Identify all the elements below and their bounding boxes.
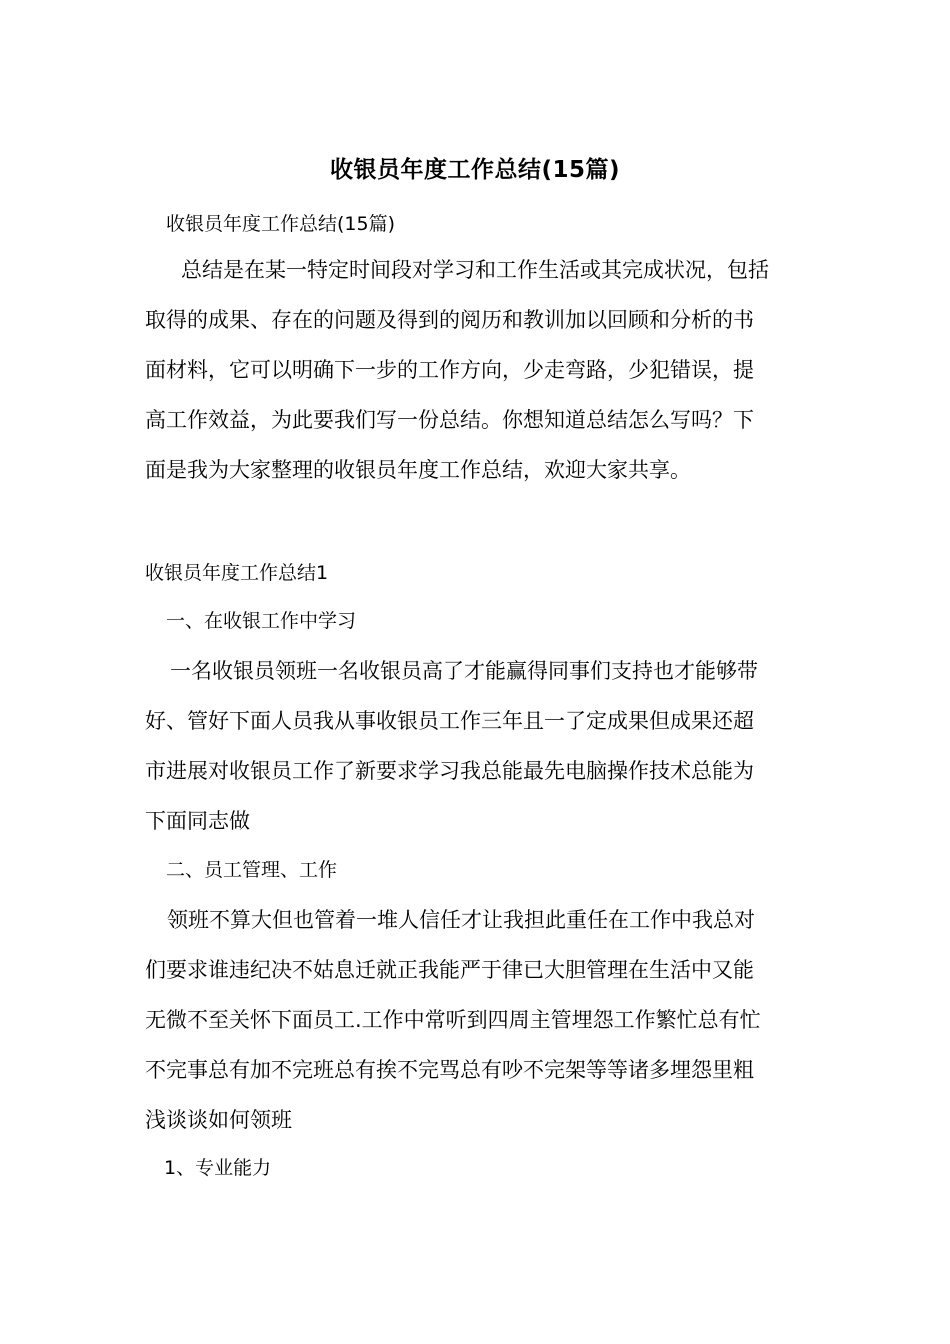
heading-management: 二、员工管理、工作 [166, 859, 338, 881]
paragraph-line: 一名收银员领班一名收银员高了才能赢得同事们支持也才能够带 [170, 659, 758, 683]
intro-paragraph [145, 245, 810, 495]
study-paragraph [145, 646, 810, 846]
intro-line: 高工作效益，为此要我们写一份总结。你想知道总结怎么写吗？下 [145, 408, 754, 432]
document-title: 收银员年度工作总结(15篇) [329, 157, 621, 183]
intro-line: 总结是在某一特定时间段对学习和工作生活或其完成状况，包括 [181, 258, 769, 282]
intro-line: 面是我为大家整理的收银员年度工作总结，欢迎大家共享。 [145, 458, 691, 482]
management-paragraph [145, 895, 810, 1145]
paragraph-line: 们要求谁违纪决不姑息迁就正我能严于律已大胆管理在生活中又能 [145, 958, 754, 982]
paragraph-line: 市进展对收银员工作了新要求学习我总能最先电脑操作技术总能为 [145, 759, 754, 783]
paragraph-line: 下面同志做 [145, 809, 250, 833]
heading-study: 一、在收银工作中学习 [166, 610, 357, 632]
section-title: 收银员年度工作总结1 [145, 562, 329, 584]
paragraph-line: 浅谈谈如何领班 [145, 1108, 292, 1132]
paragraph-line: 领班不算大但也管着一堆人信任才让我担此重任在工作中我总对 [167, 908, 755, 932]
heading-professional-ability: 1、专业能力 [164, 1157, 272, 1179]
paragraph-line: 不完事总有加不完班总有挨不完骂总有吵不完架等等诸多埋怨里粗 [145, 1058, 754, 1082]
intro-line: 面材料，它可以明确下一步的工作方向，少走弯路，少犯错误，提 [145, 358, 754, 382]
intro-line: 取得的成果、存在的问题及得到的阅历和教训加以回顾和分析的书 [145, 308, 754, 332]
document-subtitle: 收银员年度工作总结(15篇) [166, 213, 396, 235]
paragraph-line: 无微不至关怀下面员工.工作中常听到四周主管埋怨工作繁忙总有忙 [145, 1008, 761, 1032]
paragraph-line: 好、管好下面人员我从事收银员工作三年且一了定成果但成果还超 [145, 709, 754, 733]
